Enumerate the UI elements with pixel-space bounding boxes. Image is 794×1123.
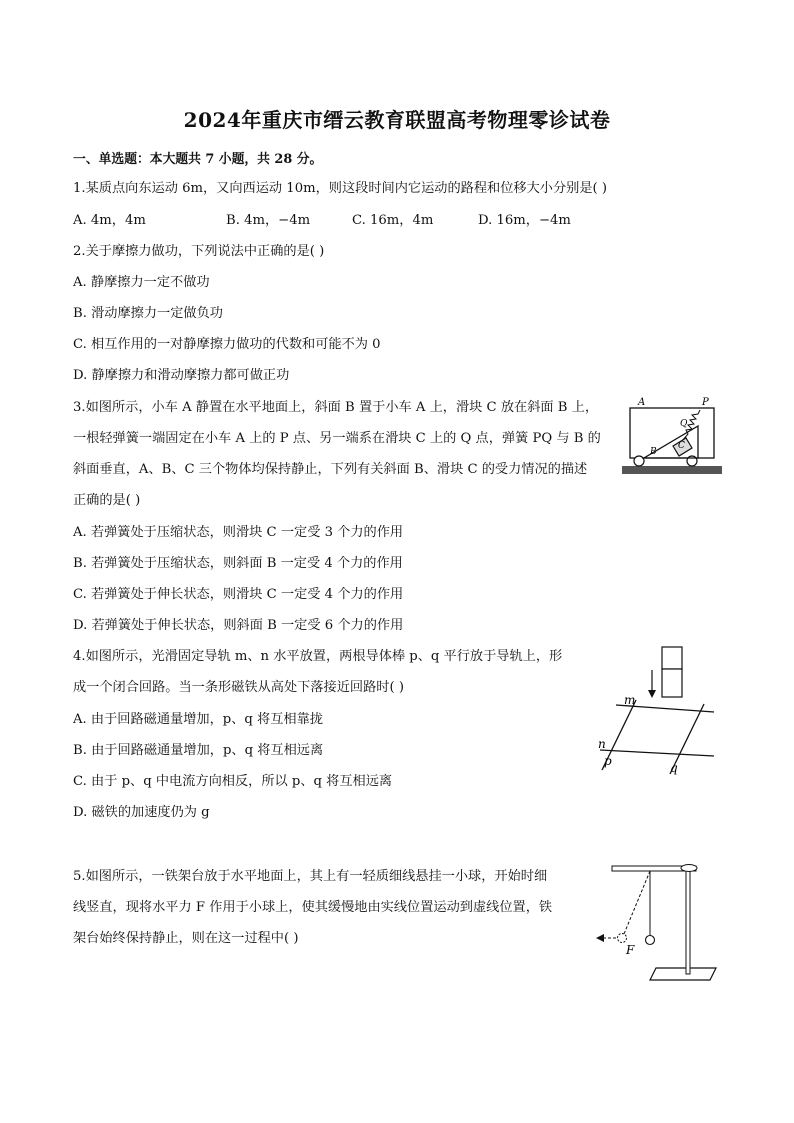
label-m: m: [624, 693, 636, 707]
force-arrow-head: [596, 934, 604, 942]
q1-option-c[interactable]: C. 16m，4m: [352, 213, 434, 228]
question-4-line-1: 4.如图所示，光滑固定导轨 m、n 水平放置，两根导体棒 p、q 平行放于导轨上，形: [73, 649, 563, 664]
question-3-line-2: 一根轻弹簧一端固定在小车 A 上的 P 点、另一端系在滑块 C 上的 Q 点，弹簧 PQ 与 B 的: [73, 431, 601, 446]
label-b: B: [650, 447, 657, 457]
label-p: p: [604, 754, 612, 768]
q4-option-a[interactable]: A. 由于回路磁通量增加，p、q 将互相靠拢: [73, 712, 323, 727]
q2-option-d[interactable]: D. 静摩擦力和滑动摩擦力都可做正功: [73, 368, 290, 383]
q4-option-d[interactable]: D. 磁铁的加速度仍为 g: [73, 805, 210, 820]
magnet-top: [662, 647, 682, 669]
iron-stand-figure: [594, 856, 724, 984]
string-dashed: [624, 871, 650, 934]
label-n: n: [598, 737, 606, 751]
question-3-line-1: 3.如图所示，小车 A 静置在水平地面上，斜面 B 置于小车 A 上，滑块 C 放在斜面 B 上，: [73, 400, 599, 415]
label-q: q: [670, 761, 678, 775]
magnet-bottom: [662, 669, 682, 697]
question-2-stem: 2.关于摩擦力做功，下列说法中正确的是( ): [73, 244, 325, 259]
label-c: C: [678, 441, 685, 451]
cart-a: [630, 408, 714, 458]
question-3-line-3: 斜面垂直，A、B、C 三个物体均保持静止，下列有关斜面 B、滑块 C 的受力情况的描述: [73, 462, 588, 477]
q3-option-c[interactable]: C. 若弹簧处于伸长状态，则滑块 C 一定受 4 个力的作用: [73, 587, 404, 602]
stand-pole: [686, 868, 690, 974]
ball-dashed: [618, 934, 627, 943]
question-5-line-3: 架台始终保持静止，则在这一过程中( ): [73, 931, 299, 946]
q3-option-d[interactable]: D. 若弹簧处于伸长状态，则斜面 B 一定受 6 个力的作用: [73, 618, 404, 633]
question-1-stem: 1.某质点向东运动 6m，又向西运动 10m，则这段时间内它运动的路程和位移大小分别是( ): [73, 181, 608, 196]
q1-option-d[interactable]: D. 16m，−4m: [478, 213, 571, 228]
cart-incline-spring-figure: [622, 396, 722, 478]
q2-option-c[interactable]: C. 相互作用的一对静摩擦力做功的代数和可能不为 0: [73, 337, 381, 352]
q2-option-b[interactable]: B. 滑动摩擦力一定做负功: [73, 306, 223, 321]
q4-option-c[interactable]: C. 由于 p、q 中电流方向相反，所以 p、q 将互相远离: [73, 774, 393, 789]
clamp: [681, 865, 697, 872]
ground: [622, 466, 722, 474]
q3-option-a[interactable]: A. 若弹簧处于压缩状态，则滑块 C 一定受 3 个力的作用: [73, 525, 404, 540]
label-f: F: [626, 943, 635, 957]
stand-base: [650, 968, 716, 980]
label-a: A: [638, 397, 646, 408]
label-q: Q: [680, 419, 688, 429]
section-heading: 一、单选题：本大题共 7 小题，共 28 分。: [73, 152, 323, 167]
wheel-left: [634, 456, 644, 466]
ball-solid: [646, 936, 655, 945]
question-3-line-4: 正确的是( ): [73, 493, 141, 508]
fall-arrow-head: [648, 690, 656, 698]
label-p: P: [702, 397, 709, 408]
page-title: 2024年重庆市缙云教育联盟高考物理零诊试卷: [183, 108, 611, 132]
rail-n: [600, 750, 714, 756]
question-5-line-1: 5.如图所示，一铁架台放于水平地面上，其上有一轻质细线悬挂一小球，开始时细: [73, 869, 548, 884]
q1-option-a[interactable]: A. 4m，4m: [73, 213, 146, 228]
q3-option-b[interactable]: B. 若弹簧处于压缩状态，则斜面 B 一定受 4 个力的作用: [73, 556, 403, 571]
question-4-line-2: 成一个闭合回路。当一条形磁铁从高处下落接近回路时( ): [73, 680, 404, 695]
q1-option-b[interactable]: B. 4m，−4m: [226, 213, 311, 228]
q4-option-b[interactable]: B. 由于回路磁通量增加，p、q 将互相远离: [73, 743, 324, 758]
q2-option-a[interactable]: A. 静摩擦力一定不做功: [73, 275, 210, 290]
rails-magnet-figure: [594, 642, 724, 780]
question-5-line-2: 线竖直，现将水平力 F 作用于小球上，使其缓慢地由实线位置运动到虚线位置，铁: [73, 900, 553, 915]
